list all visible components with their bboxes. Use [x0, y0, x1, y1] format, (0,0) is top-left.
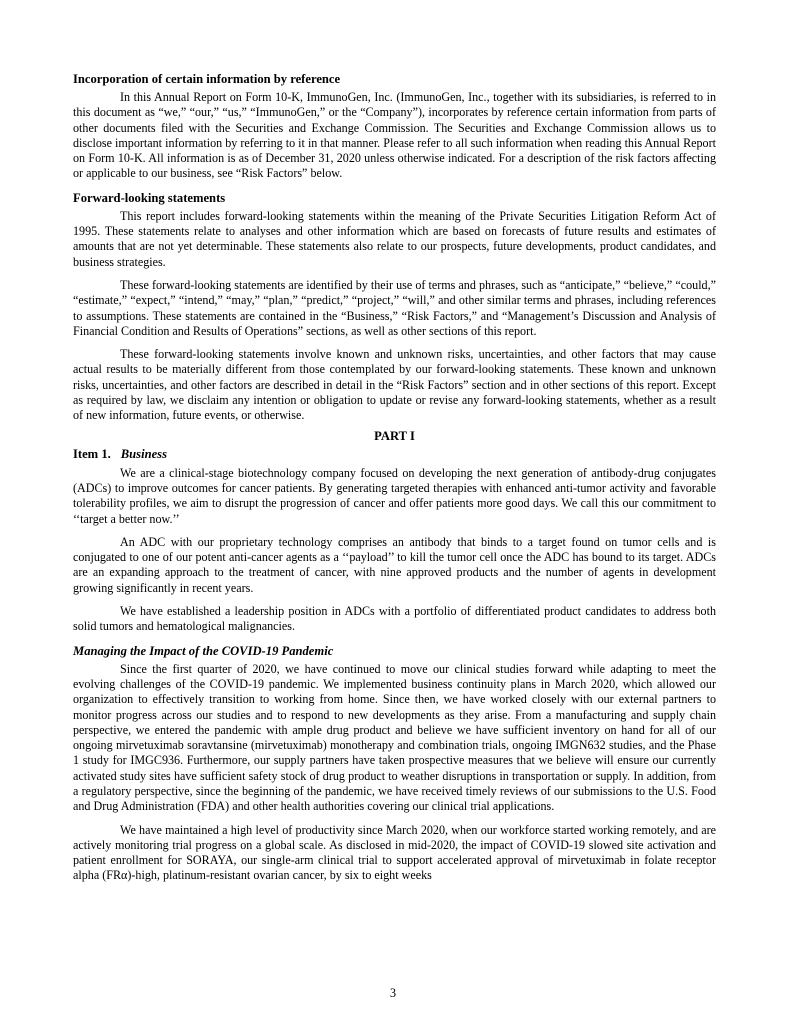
paragraph: These forward-looking statements are identified by their use of terms and phrases, such as “anticipate,” “believe,” “could,” “estimate,” “expect,” “intend,” “may,” “plan,” “predict,” “project,” “will,” and other similar terms and phrases, including references to assumptions. These statements are contained in the “Business,” “Risk Factors,” and “Management’s Discussion and Analysis of Financial Condition and Results of Operations” sections, as well as other sections of this report. [73, 277, 716, 338]
paragraph: This report includes forward-looking statements within the meaning of the Private Securities Litigation Reform Act of 1995. These statements relate to analyses and other information which are based on forecasts of future results and estimates of amounts that are not yet determinable. These statements also relate to our prospects, future developments, product candidates, and business strategies. [73, 208, 716, 269]
item-number: Item 1. [73, 446, 111, 461]
part-title: PART I [374, 428, 415, 443]
section-heading-covid: Managing the Impact of the COVID-19 Pandemic [73, 643, 334, 658]
section-heading-forward-looking: Forward-looking statements [73, 190, 226, 205]
paragraph: These forward-looking statements involve known and unknown risks, uncertainties, and other factors that may cause actual results to be materially different from those contemplated by our forward-looking statements. These known and unknown risks, uncertainties, and other factors are described in detail in the “Risk Factors” section and in other sections of this report. Except as required by law, we disclaim any intention or obligation to update or revise any forward-looking statements, whether as a result of new information, future events, or otherwise. [73, 347, 716, 423]
paragraph: We are a clinical-stage biotechnology company focused on developing the next generation of antibody-drug conjugates (ADCs) to improve outcomes for cancer patients. By generating targeted therapies with enhanced anti-tumor activity and favorable tolerability profiles, we aim to disrupt the progression of cancer and offer patients more good days. We call this our commitment to ‘‘target a better now.’’ [73, 465, 716, 526]
paragraph: An ADC with our proprietary technology comprises an antibody that binds to a target found on tumor cells and is conjugated to one of our potent anti-cancer agents as a ‘‘payload’’ to kill the tumor cell once the ADC has bound to its target. ADCs are an expanding approach to the treatment of cancer, with nine approved products and the number of agents in development growing significantly in recent years. [73, 534, 716, 595]
section-heading-incorporation: Incorporation of certain information by reference [73, 72, 341, 86]
paragraph: In this Annual Report on Form 10-K, ImmunoGen, Inc. (ImmunoGen, Inc., together with its subsidiaries, is referred to in this document as “we,” “our,” “us,” “ImmunoGen,” or the “Company”), incorporates by reference certain information from parts of other documents filed with the Securities and Exchange Commission. The Securities and Exchange Commission allows us to disclose important information by referring to it in that manner. Please refer to all such information when reading this Annual Report on Form 10-K. All information is as of December 31, 2020 unless otherwise indicated. For a description of the risk factors affecting or applicable to our business, see “Risk Factors” below. [73, 90, 716, 181]
paragraph: We have established a leadership position in ADCs with a portfolio of differentiated product candidates to address both solid tumors and hematological malignancies. [73, 604, 716, 634]
paragraph: Since the first quarter of 2020, we have continued to move our clinical studies forward while adapting to meet the evolving challenges of the COVID-19 pandemic. We implemented business continuity plans in March 2020, which allowed our organization to effectively transition to working from home. Since then, we have worked closely with our external partners to monitor progress across our studies and to respond to new developments as they arise. From a manufacturing and supply chain perspective, we entered the pandemic with ample drug product and believe we have sufficient inventory on hand for all of our ongoing mirvetuximab soravtansine (mirvetuximab) monotherapy and combination trials, ongoing IMGN632 studies, and the Phase 1 study for IMGC936. Furthermore, our supply partners have taken prospective measures that we believe will ensure our currently activated study sites have sufficient safety stock of drug product to weather disruptions in transportation or supply. In addition, from a regulatory perspective, since the beginning of the pandemic, we have received timely reviews of our submissions to the U.S. Food and Drug Administration (FDA) and other health authorities covering our clinical trial applications. [73, 661, 716, 814]
item-heading [73, 446, 716, 462]
paragraph: We have maintained a high level of productivity since March 2020, when our workforce started working remotely, and are actively monitoring trial progress on a global scale. As disclosed in mid-2020, the impact of COVID-19 slowed site activation and patient enrollment for SORAYA, our single-arm clinical trial to support accelerated approval of mirvetuximab in folate receptor alpha (FRα)-high, platinum-resistant ovarian cancer, by six to eight weeks [73, 822, 716, 883]
item-title: Business [120, 446, 167, 461]
page-number: 3 [389, 986, 397, 1000]
